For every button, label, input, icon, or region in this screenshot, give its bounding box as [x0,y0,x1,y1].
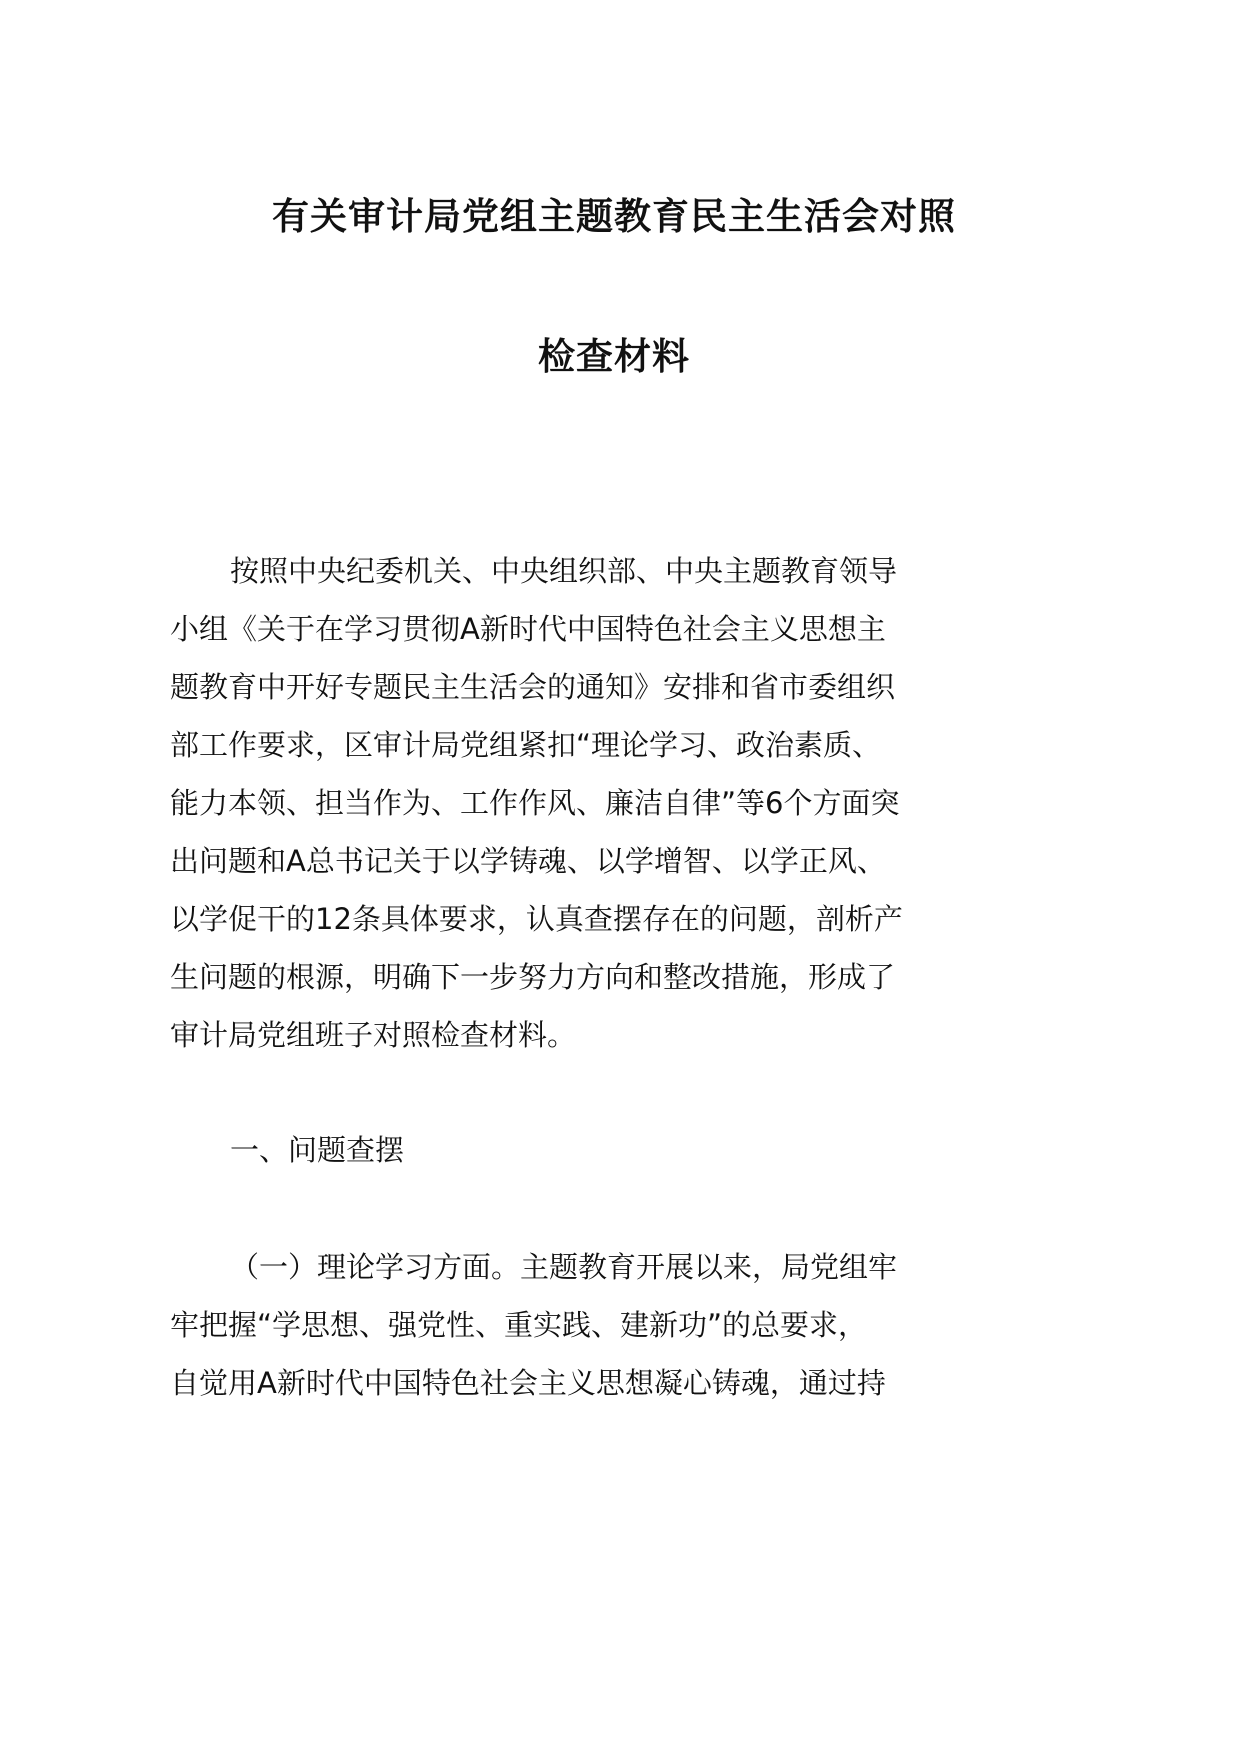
section-heading [170,1121,960,1179]
document-title-line-2: 检查材料 [538,335,690,378]
paragraph-line: 牢把握“学思想、强党性、重实践、建新功”的总要求， [170,1308,868,1342]
paragraph-line: 出问题和A总书记关于以学铸魂、以学增智、以学正风、 [170,844,886,878]
theory-study-paragraph [170,1238,960,1412]
paragraph-line: 题教育中开好专题民主生活会的通知》安排和省市委组织 [170,670,896,704]
intro-paragraph [170,542,960,1064]
paragraph-line: 生问题的根源，明确下一步努力方向和整改措施，形成了 [170,960,896,994]
section-heading-text: 一、问题查摆 [230,1133,405,1167]
paragraph-line: 能力本领、担当作为、工作作风、廉洁自律”等6个方面突 [170,786,900,820]
paragraph-line: 审计局党组班子对照检查材料。 [170,1018,577,1052]
paragraph-line: 按照中央纪委机关、中央组织部、中央主题教育领导 [230,554,898,588]
paragraph-line: （一）理论学习方面。主题教育开展以来，局党组牢 [230,1250,898,1284]
paragraph-line: 自觉用A新时代中国特色社会主义思想凝心铸魂，通过持 [170,1366,886,1400]
paragraph-line: 以学促干的12条具体要求，认真查摆存在的问题，剖析产 [170,902,903,936]
paragraph-line: 部工作要求，区审计局党组紧扣“理论学习、政治素质、 [170,728,882,762]
document-title-line-1: 有关审计局党组主题教育民主生活会对照 [272,195,956,238]
paragraph-line: 小组《关于在学习贯彻A新时代中国特色社会主义思想主 [170,612,886,646]
